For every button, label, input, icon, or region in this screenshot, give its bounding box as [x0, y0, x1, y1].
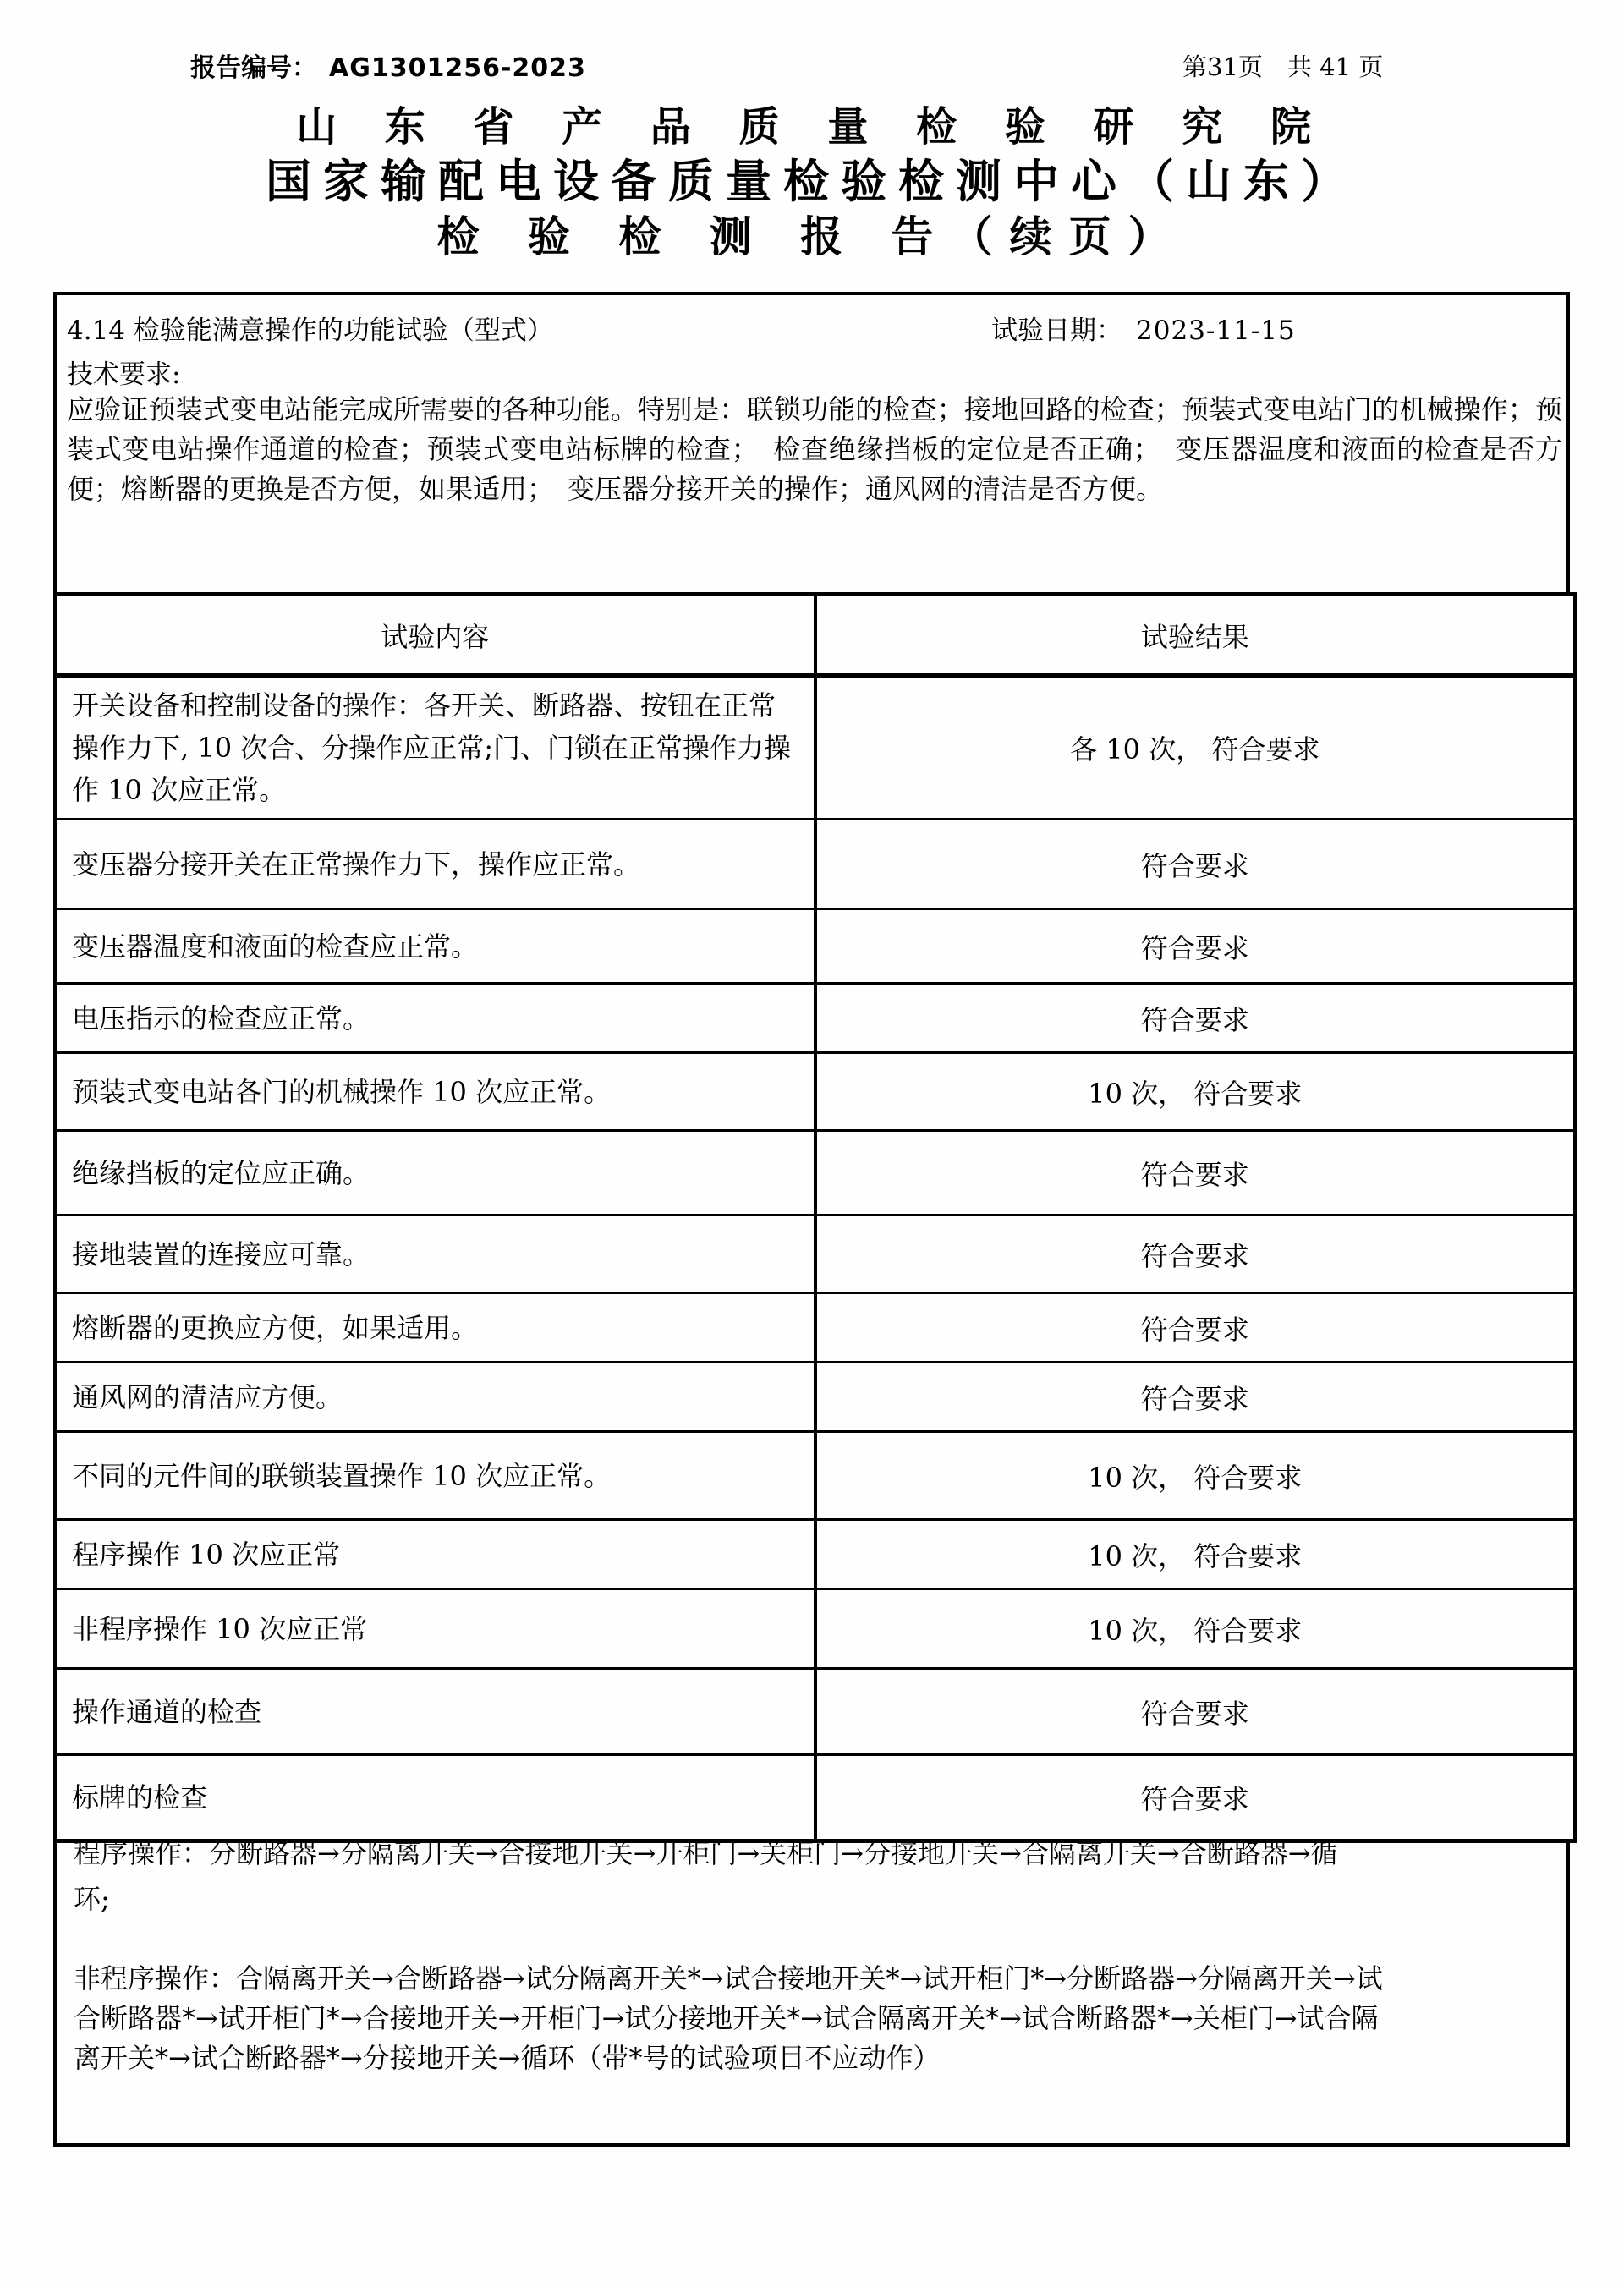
tech-requirements-label: 技术要求: [67, 359, 181, 390]
page-indicator: 第31页 共 41 页 [1182, 52, 1384, 81]
test-result-cell: 10 次， 符合要求 [815, 1589, 1576, 1669]
test-content-cell: 非程序操作 10 次应正常 [55, 1589, 815, 1669]
test-result-cell: 符合要求 [815, 1669, 1576, 1755]
table-row [55, 1520, 1575, 1589]
report-number [190, 47, 586, 84]
test-content-cell: 开关设备和控制设备的操作：各开关、断路器、按钮在正常操作力下, 10 次合、分操作应正常;门、门锁在正常操作力操作 10 次应正常。 [55, 676, 815, 820]
test-content-cell: 电压指示的检查应正常。 [55, 984, 815, 1053]
table-row [55, 909, 1575, 984]
test-content-cell: 标牌的检查 [55, 1755, 815, 1841]
center-title: 国家输配电设备质量检验检测中心（山东） [266, 155, 1358, 208]
test-content-cell: 通风网的清洁应方便。 [55, 1363, 815, 1432]
table-row [55, 820, 1575, 909]
test-result-cell: 符合要求 [815, 1363, 1576, 1432]
table-header-row [55, 595, 1575, 676]
test-result-cell: 符合要求 [815, 1215, 1576, 1293]
test-content-cell: 变压器温度和液面的检查应正常。 [55, 909, 815, 984]
test-content-cell: 绝缘挡板的定位应正确。 [55, 1131, 815, 1215]
test-content-cell: 预装式变电站各门的机械操作 10 次应正常。 [55, 1053, 815, 1131]
table-row [55, 1669, 1575, 1755]
test-result-cell: 符合要求 [815, 909, 1576, 984]
table-row [55, 1432, 1575, 1520]
test-result-cell: 符合要求 [815, 1755, 1576, 1841]
test-date [991, 309, 1296, 347]
table-row [55, 1363, 1575, 1432]
test-content-cell: 操作通道的检查 [55, 1669, 815, 1755]
table-row [55, 984, 1575, 1053]
test-content-cell: 熔断器的更换应方便，如果适用。 [55, 1293, 815, 1363]
test-result-cell: 10 次， 符合要求 [815, 1432, 1576, 1520]
clause-heading: 4.14 检验能满意操作的功能试验（型式） [67, 315, 553, 346]
test-result-cell: 符合要求 [815, 1293, 1576, 1363]
table-row [55, 676, 1575, 820]
tech-requirements-text: 应验证预装式变电站能完成所需要的各种功能。特别是：联锁功能的检查；接地回路的检查；预装式变电站门的机械操作；预装式变电站操作通道的检查；预装式变电站标牌的检查； 检查绝缘挡板的定位是否正确； 变压器温度和液面的检查是否方便；熔断器的更换是否方便，如果适用； 变压器分接开关的操作；通风网的清洁是否方便。 [67, 393, 1562, 505]
report-number-label: 报告编号： [190, 53, 317, 83]
table-row [55, 1755, 1575, 1841]
table-row [55, 1131, 1575, 1215]
test-date-value: 2023-11-15 [1136, 315, 1296, 346]
report-number-value: AG1301256-2023 [329, 53, 586, 83]
page-header [0, 47, 1624, 83]
report-body-box [53, 292, 1570, 2147]
test-content-cell: 不同的元件间的联锁装置操作 10 次应正常。 [55, 1432, 815, 1520]
test-result-cell: 符合要求 [815, 820, 1576, 909]
table-row [55, 1053, 1575, 1131]
institute-title: 山 东 省 产 品 质 量 检 验 研 究 院 [296, 103, 1328, 151]
table-row [55, 1293, 1575, 1363]
report-title: 检 验 检 测 报 告（续页） [436, 212, 1188, 261]
table-row [55, 1215, 1575, 1293]
test-content-cell: 变压器分接开关在正常操作力下，操作应正常。 [55, 820, 815, 909]
test-result-cell: 符合要求 [815, 1131, 1576, 1215]
table-header-content: 试验内容 [55, 595, 815, 676]
test-result-cell: 符合要求 [815, 984, 1576, 1053]
procedure-note: 程序操作：分断路器→分隔离开关→合接地开关→开柜门→关柜门→分接地开关→合隔离开关→合断路器→循环; [74, 1837, 1338, 1915]
test-content-cell: 程序操作 10 次应正常 [55, 1520, 815, 1589]
title-block [0, 100, 1624, 264]
table-row [55, 1589, 1575, 1669]
operation-notes [74, 1830, 1562, 2078]
test-content-cell: 接地装置的连接应可靠。 [55, 1215, 815, 1293]
test-result-cell: 各 10 次， 符合要求 [815, 676, 1576, 820]
non-procedure-note: 非程序操作：合隔离开关→合断路器→试分隔离开关*→试合接地开关*→试开柜门*→分断路器→分隔离开关→试合断路器*→试开柜门*→合接地开关→开柜门→试分接地开关*→试合隔离开关*→试合断路器*→关柜门→试合隔离开关*→试合断路器*→分接地开关→循环（带*号的试验项目不应动作） [74, 1962, 1383, 2074]
table-header-result: 试验结果 [815, 595, 1576, 676]
test-result-cell: 10 次， 符合要求 [815, 1053, 1576, 1131]
test-date-label: 试验日期： [991, 315, 1122, 346]
test-result-cell: 10 次， 符合要求 [815, 1520, 1576, 1589]
results-table [53, 592, 1577, 1843]
